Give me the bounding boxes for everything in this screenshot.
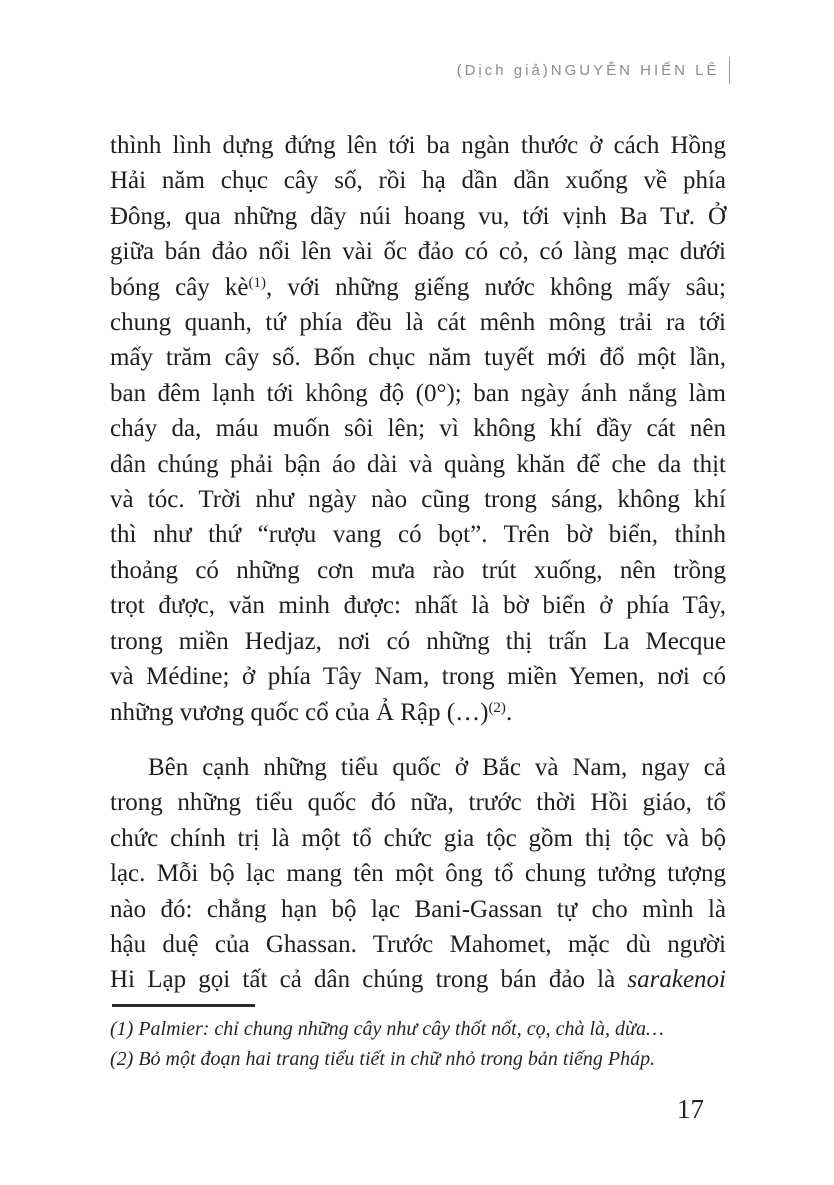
- text-line: Đông, qua những dãy núi hoang vu, tới vịnh Ba Tư. Ở: [110, 202, 726, 230]
- footnote: (1) Palmier: chỉ chung những cây như cây thốt nốt, cọ, chà là, dừa…: [110, 1017, 664, 1040]
- translator-credit: (Dịch giả)NGUYỄN HIẾN LÊ: [456, 62, 720, 79]
- text-line: thình lình dựng đứng lên tới ba ngàn thước ở cách Hồng: [110, 132, 726, 159]
- footnote-list: [110, 1014, 732, 1075]
- text-line: Hải năm chục cây số, rồi hạ dần dần xuống về phía: [110, 167, 726, 195]
- text-line: trong miền Hedjaz, nơi có những thị trấn La Mecque: [110, 627, 726, 655]
- page-number: 17: [677, 1094, 704, 1124]
- text-line: những vương quốc cổ của Ả Rập (…)$^{(2)}$.: [110, 698, 513, 726]
- paragraph: [110, 128, 726, 730]
- text-line: mấy trăm cây số. Bốn chục năm tuyết mới đổ một lần,: [110, 344, 726, 372]
- text-line: bóng cây $kè^{(1)}$, với những giếng nước không mấy sâu;: [110, 273, 726, 301]
- text-line: chức chính trị là một tổ chức gia tộc gồm thị tộc và bộ: [110, 824, 726, 852]
- footnotes-section: [110, 1004, 732, 1075]
- text-line: Bên cạnh những tiểu quốc ở Bắc và Nam, ngay cả: [148, 753, 726, 781]
- text-line: trọt được, văn minh được: nhất là bờ biển ở phía Tây,: [110, 592, 726, 620]
- text-line: Hi Lạp gọi tất cả dân chúng trong bán đảo là sarakenoi: [110, 966, 726, 994]
- text-line: lạc. Mỗi bộ lạc mang tên một ông tổ chung tưởng tượng: [110, 860, 726, 888]
- page-header: [457, 57, 730, 84]
- header-divider: [729, 57, 731, 84]
- text-line: nào đó: chẳng hạn bộ lạc Bani-Gassan tự cho mình là: [110, 895, 726, 923]
- text-line: hậu duệ của Ghassan. Trước Mahomet, mặc dù người: [110, 930, 726, 958]
- footnote-separator: [112, 1004, 255, 1007]
- text-line: ban đêm lạnh tới không độ (0°); ban ngày ánh nắng làm: [110, 379, 726, 407]
- paragraph: [110, 750, 726, 998]
- text-line: thoảng có những cơn mưa rào trút xuống, nên trồng: [110, 556, 726, 584]
- text-line: trong những tiểu quốc đó nữa, trước thời Hồi giáo, tổ: [110, 789, 726, 817]
- text-line: dân chúng phải bận áo dài và quàng khăn để che da thịt: [110, 450, 726, 478]
- text-line: và tóc. Trời như ngày nào cũng trong sáng, không khí: [110, 486, 726, 514]
- footnote: (2) Bỏ một đoạn hai trang tiểu tiết in chữ nhỏ trong bản tiếng Pháp.: [110, 1048, 656, 1070]
- text-line: giữa bán đảo nổi lên vài ốc đảo có cỏ, có làng mạc dưới: [110, 238, 726, 266]
- text-line: và Médine; ở phía Tây Nam, trong miền Yemen, nơi có: [110, 663, 726, 691]
- text-line: thì như thứ “rượu vang có bọt”. Trên bờ biển, thỉnh: [110, 521, 726, 549]
- text-line: cháy da, máu muốn sôi lên; vì không khí đầy cát nên: [110, 415, 726, 443]
- body-text: [110, 128, 726, 998]
- text-line: chung quanh, tứ phía đều là cát mênh mông trải ra tới: [110, 309, 726, 337]
